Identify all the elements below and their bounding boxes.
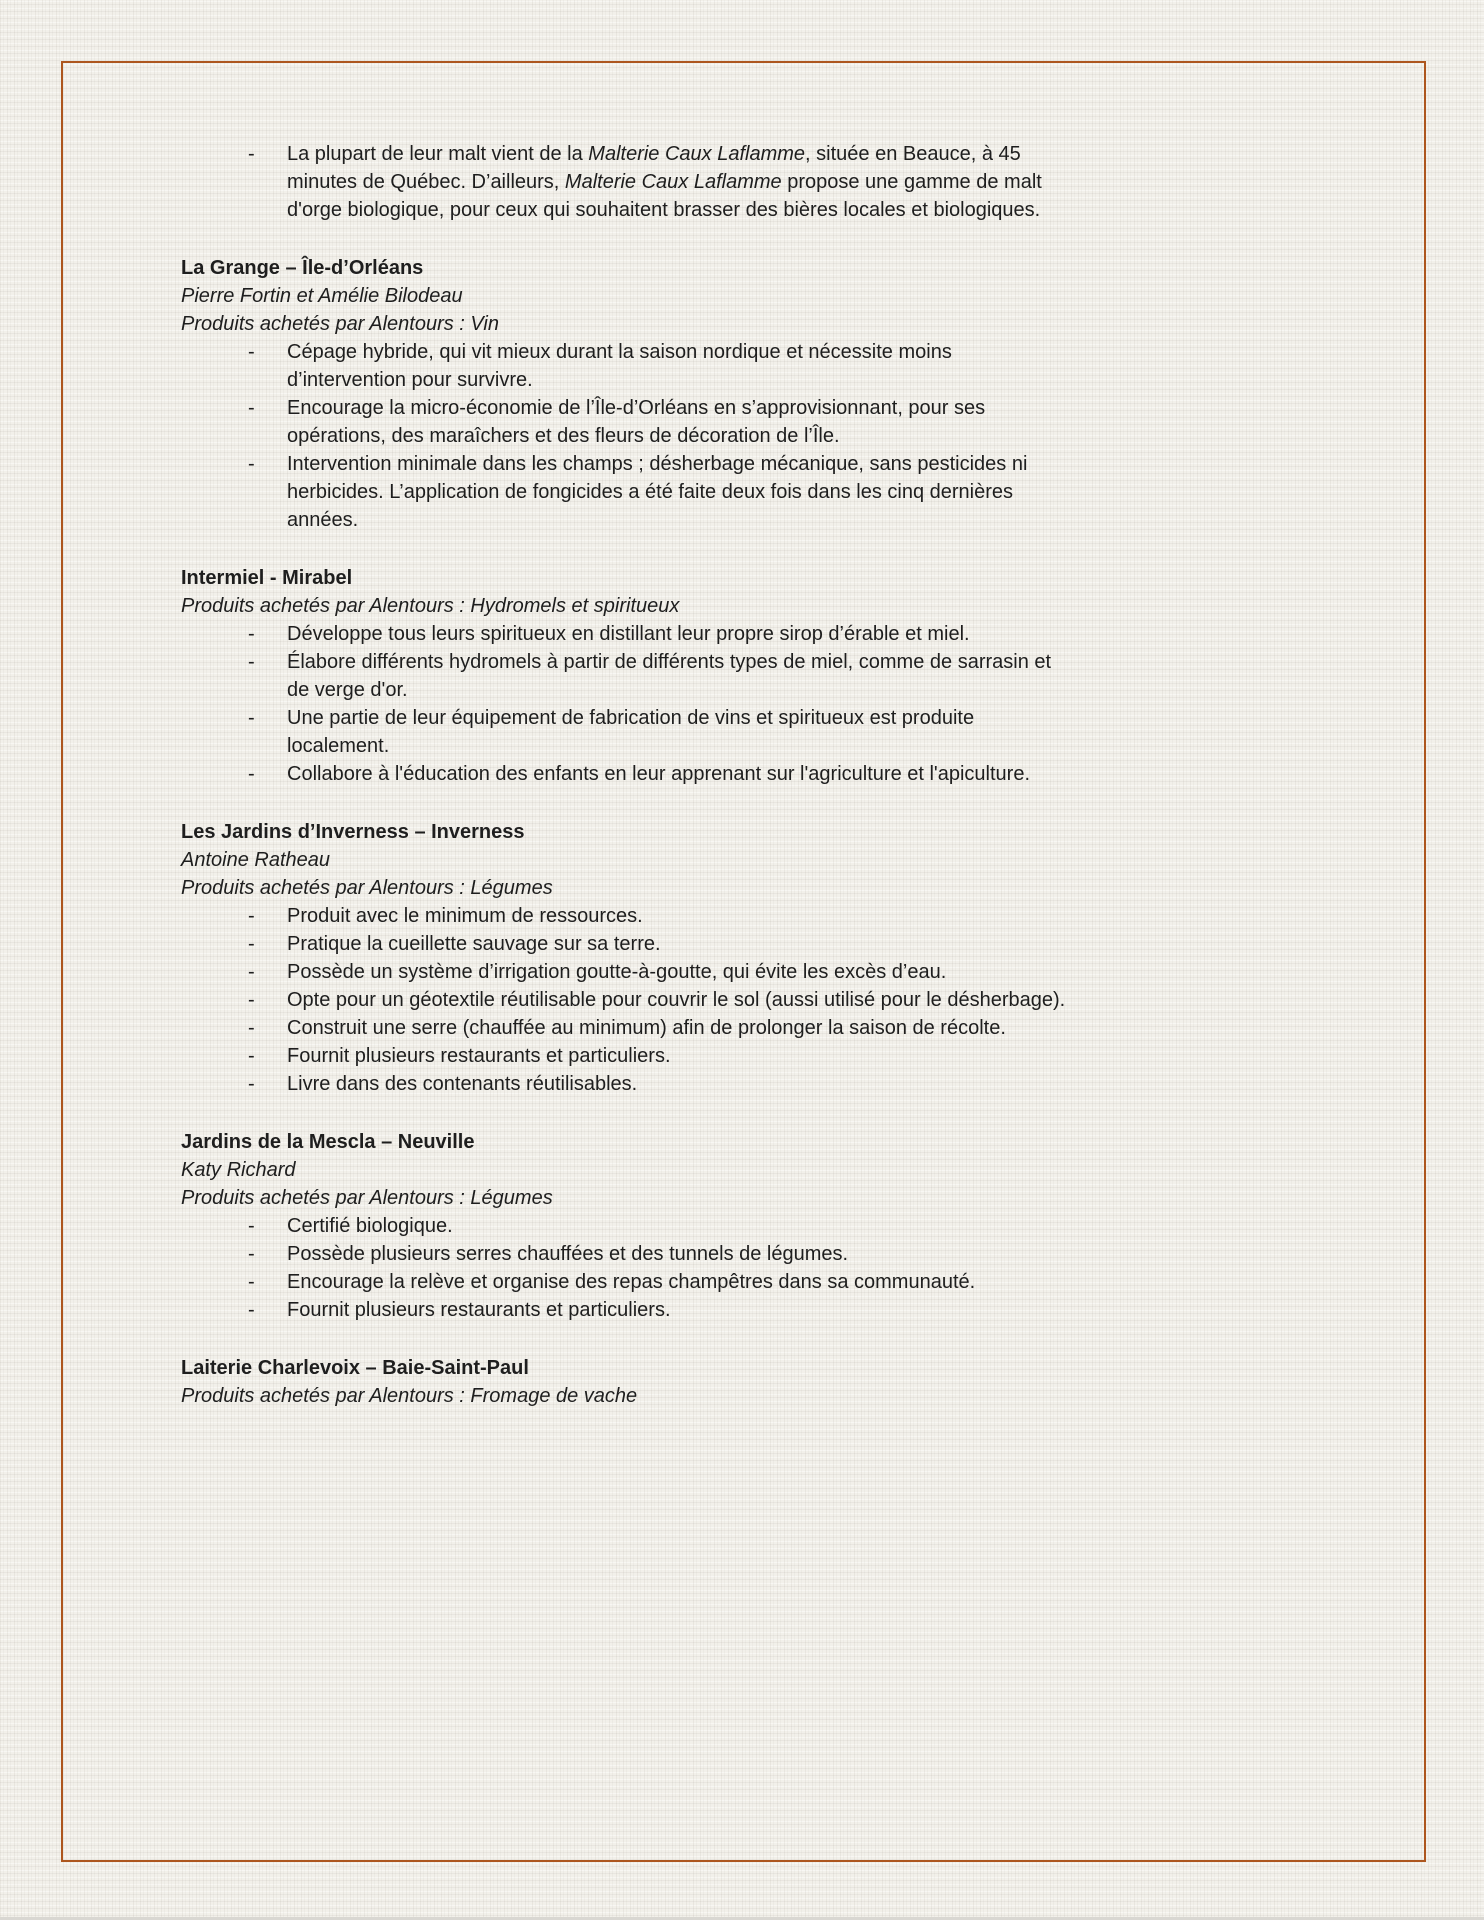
bullet-text-segment: Possède plusieurs serres chauffées et des tunnels de légumes. — [287, 1243, 849, 1265]
bullet-dash-marker: - — [248, 1073, 255, 1095]
bullet-item — [181, 1240, 1361, 1268]
section-meta-line: Produits achetés par Alentours : Fromage de vache — [181, 1385, 638, 1407]
bullet-text-segment: Fournit plusieurs restaurants et particuliers. — [287, 1299, 671, 1321]
bullet-item — [181, 1212, 1361, 1240]
document-body — [181, 140, 1361, 1410]
bullet-text-segment: propose une gamme de malt d'orge biologique, pour ceux qui souhaitent brasser des bières locales et biologiques. — [287, 171, 1042, 221]
bullet-dash-marker: - — [248, 905, 255, 927]
bullet-item — [181, 620, 1361, 648]
bullet-dash-marker: - — [248, 707, 255, 729]
bullet-dash-marker: - — [248, 651, 255, 673]
section-meta-line: Produits achetés par Alentours : Hydromels et spiritueux — [181, 595, 680, 617]
bullet-text-segment: La plupart de leur malt vient de la — [287, 143, 589, 165]
bullet-text-segment: Élabore différents hydromels à partir de différents types de miel, comme de sarrasin et de verge d'or. — [287, 651, 1052, 701]
bullet-text — [287, 620, 1067, 648]
section-heading: Intermiel - Mirabel — [181, 567, 353, 589]
bullet-dash-marker: - — [248, 961, 255, 983]
bullet-text — [287, 1212, 1067, 1240]
bullet-text-italic-segment: Malterie Caux Laflamme — [588, 143, 806, 165]
bullet-item — [181, 958, 1361, 986]
bullet-item — [181, 394, 1361, 450]
section-heading: Les Jardins d’Inverness – Inverness — [181, 821, 525, 843]
section-meta-line: Katy Richard — [181, 1159, 296, 1181]
bullet-text-segment: Encourage la micro-économie de l’Île-d’Orléans en s’approvisionnant, pour ses opérations, des maraîchers et des fleurs de décoration de l’Île. — [287, 397, 986, 447]
bullet-dash-marker: - — [248, 1243, 255, 1265]
bullet-item — [181, 704, 1361, 760]
bullet-item — [181, 760, 1361, 788]
bullet-item — [181, 338, 1361, 394]
bullet-text — [287, 648, 1067, 704]
bullet-item — [181, 140, 1361, 224]
section-meta-line: Produits achetés par Alentours : Légumes — [181, 1187, 553, 1209]
bullet-text-segment: Fournit plusieurs restaurants et particuliers. — [287, 1045, 671, 1067]
bullet-text-segment: Construit une serre (chauffée au minimum) afin de prolonger la saison de récolte. — [287, 1017, 1006, 1039]
bullet-item — [181, 1014, 1361, 1042]
section-meta-line: Antoine Ratheau — [181, 849, 331, 871]
section — [181, 140, 1361, 224]
bullet-item — [181, 986, 1361, 1014]
bullet-text-segment: Livre dans des contenants réutilisables. — [287, 1073, 638, 1095]
bullet-text-segment: Possède un système d’irrigation goutte-à-goutte, qui évite les excès d’eau. — [287, 961, 947, 983]
bullet-dash-marker: - — [248, 989, 255, 1011]
section-heading: Jardins de la Mescla – Neuville — [181, 1131, 475, 1153]
bullet-text-segment: Encourage la relève et organise des repas champêtres dans sa communauté. — [287, 1271, 976, 1293]
bullet-text — [287, 930, 1067, 958]
bullet-dash-marker: - — [248, 763, 255, 785]
bullet-text-segment: Pratique la cueillette sauvage sur sa terre. — [287, 933, 661, 955]
bullet-dash-marker: - — [248, 341, 255, 363]
bullet-text — [287, 1268, 1067, 1296]
bullet-text — [287, 450, 1067, 534]
section-heading: La Grange – Île-d’Orléans — [181, 257, 424, 279]
bullet-dash-marker: - — [248, 623, 255, 645]
bullet-text — [287, 1240, 1067, 1268]
bullet-text — [287, 394, 1067, 450]
section — [181, 1128, 1361, 1324]
bullet-text-segment: Une partie de leur équipement de fabrication de vins et spiritueux est produite localement. — [287, 707, 975, 757]
bullet-text-italic-segment: Malterie Caux Laflamme — [564, 171, 782, 193]
bullet-text-segment: Opte pour un géotextile réutilisable pour couvrir le sol (aussi utilisé pour le désherbage). — [287, 989, 1066, 1011]
section — [181, 1354, 1361, 1410]
bullet-item — [181, 648, 1361, 704]
bullet-text — [287, 338, 1067, 394]
bullet-text-segment: Certifié biologique. — [287, 1215, 453, 1237]
bullet-dash-marker: - — [248, 453, 255, 475]
section-meta-line: Produits achetés par Alentours : Vin — [181, 313, 499, 335]
bullet-text-segment: , située en Beauce, à 45 minutes de Québec. D’ailleurs, — [287, 143, 1021, 193]
bullet-text — [287, 1014, 1067, 1042]
bullet-item — [181, 930, 1361, 958]
bullet-text — [287, 704, 1067, 760]
bullet-item — [181, 1296, 1361, 1324]
bullet-dash-marker: - — [248, 1045, 255, 1067]
bullet-text-segment: Produit avec le minimum de ressources. — [287, 905, 643, 927]
bullet-text — [287, 140, 1067, 224]
bullet-item — [181, 902, 1361, 930]
bullet-item — [181, 1268, 1361, 1296]
section-meta-line: Produits achetés par Alentours : Légumes — [181, 877, 553, 899]
bullet-text — [287, 1042, 1067, 1070]
bullet-dash-marker: - — [248, 1299, 255, 1321]
section-heading: Laiterie Charlevoix – Baie-Saint-Paul — [181, 1357, 529, 1379]
section — [181, 254, 1361, 534]
bullet-text-segment: Intervention minimale dans les champs ; désherbage mécanique, sans pesticides ni herbicides. L’application de fongicides a été faite deux fois dans les cinq dernières années. — [287, 453, 1028, 531]
bullet-text-segment: Développe tous leurs spiritueux en distillant leur propre sirop d’érable et miel. — [287, 623, 970, 645]
bullet-dash-marker: - — [248, 1215, 255, 1237]
bullet-item — [181, 1042, 1361, 1070]
bullet-dash-marker: - — [248, 397, 255, 419]
bullet-text — [287, 986, 1067, 1014]
bullet-text — [287, 1296, 1067, 1324]
bullet-item — [181, 450, 1361, 534]
bullet-text-segment: Collabore à l'éducation des enfants en leur apprenant sur l'agriculture et l'apiculture. — [287, 763, 1031, 785]
bullet-dash-marker: - — [248, 933, 255, 955]
bullet-text — [287, 760, 1067, 788]
bullet-item — [181, 1070, 1361, 1098]
section — [181, 564, 1361, 788]
bullet-dash-marker: - — [248, 143, 255, 165]
section-meta-line: Pierre Fortin et Amélie Bilodeau — [181, 285, 463, 307]
bullet-dash-marker: - — [248, 1271, 255, 1293]
bullet-text — [287, 958, 1067, 986]
bullet-text-segment: Cépage hybride, qui vit mieux durant la saison nordique et nécessite moins d’intervention pour survivre. — [287, 341, 952, 391]
bullet-text — [287, 902, 1067, 930]
section — [181, 818, 1361, 1098]
bullet-dash-marker: - — [248, 1017, 255, 1039]
bullet-text — [287, 1070, 1067, 1098]
